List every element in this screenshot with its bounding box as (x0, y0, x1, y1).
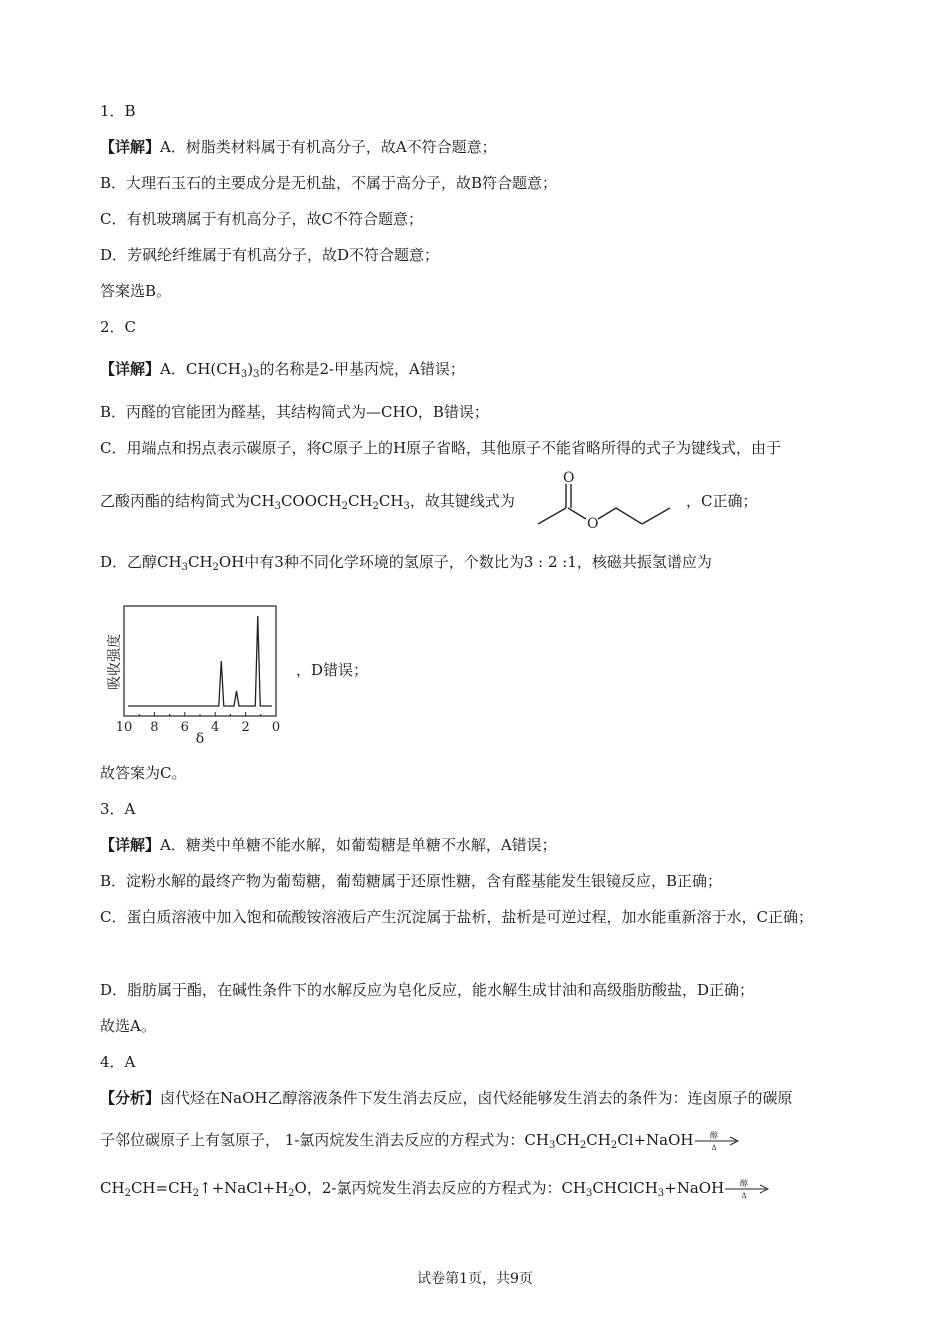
q2-a-formula (186, 360, 260, 378)
q4-analysis-line1 (100, 1088, 792, 1108)
x-tick-label: 10 (115, 720, 133, 735)
q3-conclusion: 故选A。 (100, 1017, 156, 1035)
q2-c-formula: $CH_3COOCH_2CH_2CH_3$ (250, 492, 410, 512)
q1-conclusion: 答案选B。 (100, 282, 172, 300)
q4-product: $CH_2CH=CH_2↑+NaCl+H_2O$ (100, 1179, 307, 1199)
plot-frame (124, 606, 276, 716)
analysis-tag: 【分析】 (100, 1089, 161, 1107)
q2-d-suffix: ，核磁共振氢谱应为 (576, 553, 712, 571)
q2-conclusion: 故答案为C。 (100, 764, 187, 782)
q2-option-b: B．丙醛的官能团为醛基，其结构简式为—CHO，B错误； (100, 403, 489, 421)
q3-option-a: A．糖类中单糖不能水解，如葡萄糖是单糖不水解，A错误； (160, 836, 557, 854)
formula-subscript: 3 (240, 369, 248, 380)
q1-answer: 1．B (100, 102, 136, 120)
q1-option-b: B．大理石玉石的主要成分是无机盐，不属于高分子，故B符合题意； (100, 174, 558, 192)
q2-d-after-chart: ，D错误； (296, 661, 369, 679)
q2-answer: 2．C (100, 318, 137, 336)
q2-d-formula: $CH_3CH_2OH$ (157, 553, 245, 573)
formula-subscript: 3 (253, 369, 260, 380)
arrow-condition-top: 醇 (740, 1179, 749, 1188)
x-tick-label: 8 (150, 720, 159, 735)
q3-detail-a (100, 835, 557, 855)
ester-oxygen: O (587, 516, 599, 530)
q2-option-c-line2 (100, 491, 515, 517)
q2-a-suffix: 的名称是2-甲基丙烷，A错误； (259, 360, 465, 378)
q1-option-a: A．树脂类材料属于有机高分子，故A不符合题意； (160, 138, 497, 156)
x-axis-label: δ (195, 731, 205, 747)
q1-option-d: D．芳砜纶纤维属于有机高分子，故D不符合题意； (100, 246, 440, 264)
spectrum-trace (128, 616, 272, 706)
q4-analysis-line3 (100, 1178, 770, 1204)
q2-c-mid: ，故其键线式为 (409, 492, 515, 510)
skeletal-formula (532, 468, 682, 530)
q3-option-c: C．蛋白质溶液中加入饱和硫酸铵溶液后产生沉淀属于盐析，盐析是可逆过程，加水能重新溶于水，C正确； (100, 908, 813, 926)
q2-d-prefix: D．乙醇 (100, 553, 158, 571)
reaction-arrow (694, 1131, 740, 1151)
detail-tag: 【详解】 (100, 360, 161, 378)
nmr-spectrum-chart (100, 600, 290, 748)
arrow-condition-bottom: Δ (741, 1192, 747, 1199)
q4-analysis-line2 (100, 1130, 740, 1156)
reaction-arrow (724, 1179, 770, 1199)
reaction-arrow-icon (724, 1179, 770, 1199)
x-tick-label: 4 (211, 720, 220, 735)
q2-detail-a (100, 359, 465, 385)
x-tick-label: 2 (241, 720, 250, 735)
q2-d-mid: 中有3种不同化学环境的氢原子，个数比为 (244, 553, 524, 571)
q1-option-c: C．有机玻璃属于有机高分子，故C不符合题意； (100, 210, 423, 228)
q2-option-d (100, 552, 712, 578)
q4-l3-mid: ，2-氯丙烷发生消去反应的方程式为： (306, 1179, 562, 1197)
q4-equation-1: $CH_3CH_2CH_2Cl+NaOH$ (524, 1131, 694, 1151)
q1-detail-a (100, 137, 497, 157)
arrow-condition-bottom: Δ (710, 1144, 717, 1151)
q2-d-ratio: 3 : 2 :1 (523, 553, 577, 571)
q3-answer: 3．A (100, 800, 136, 818)
detail-tag: 【详解】 (100, 836, 161, 854)
x-tick-label: 0 (271, 720, 281, 735)
page-footer: 试卷第1页，共9页 (417, 1271, 533, 1287)
detail-tag: 【详解】 (100, 138, 161, 156)
arrow-condition-top: 醇 (709, 1131, 718, 1140)
reaction-arrow-icon (694, 1131, 740, 1151)
q2-option-c-line1: C．用端点和拐点表示碳原子，将C原子上的H原子省略，其他原子不能省略所得的式子为键线式，由于 (100, 439, 782, 457)
q2-a-prefix: A． (160, 360, 186, 378)
q4-answer: 4．A (100, 1053, 136, 1071)
q4-l1-text: 卤代烃在NaOH乙醇溶液条件下发生消去反应，卤代烃能够发生消去的条件为：连卤原子的碳原 (160, 1089, 793, 1107)
x-tick-label: 6 (180, 720, 189, 735)
q4-equation-2: $CH_3CHClCH_3+NaOH$ (561, 1179, 725, 1199)
carbonyl-oxygen: O (563, 470, 575, 486)
q4-l2-prefix: 子邻位碳原子上有氢原子， 1-氯丙烷发生消去反应的方程式为： (100, 1131, 525, 1149)
q3-option-b: B．淀粉水解的最终产物为葡萄糖，葡萄糖属于还原性糖，含有醛基能发生银镜反应，B正确； (100, 872, 723, 890)
formula-part: ) (247, 360, 254, 378)
q2-c-suffix: ，C正确； (686, 492, 758, 510)
q2-c-prefix: 乙酸丙酯的结构简式为 (100, 492, 251, 510)
formula-part: CH(CH (185, 360, 241, 378)
q3-option-d: D．脂肪属于酯，在碱性条件下的水解反应为皂化反应，能水解生成甘油和高级脂肪酸盐，D正确； (100, 981, 755, 999)
y-axis-label: 吸收强度 (107, 634, 123, 690)
